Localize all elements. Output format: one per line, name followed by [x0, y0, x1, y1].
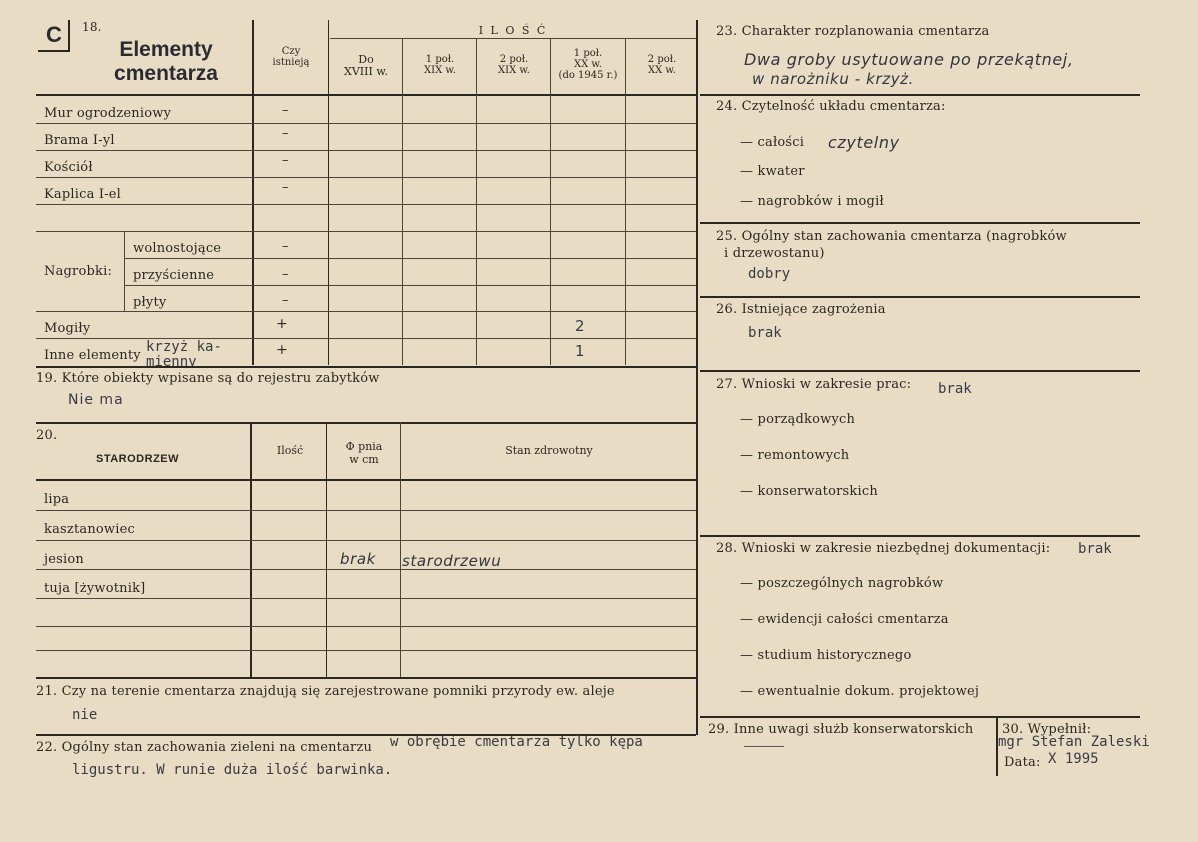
period-col-4-l2: XX w. [574, 59, 602, 70]
q23-answer-line2: w narożniku - krzyż. [752, 70, 915, 88]
col-exists-header: Czy istnieją [272, 46, 310, 68]
row-label-plyty: płyty [133, 295, 167, 310]
tree-tuja: tuja [żywotnik] [44, 581, 146, 596]
q28-item-2-text: ewidencji całości cmentarza [757, 612, 949, 627]
tree-lipa: lipa [44, 492, 70, 507]
row-label-kaplica: Kaplica I-el [44, 187, 122, 202]
row-label-kosciol: Kościół [44, 160, 93, 175]
exists-inne: + [276, 342, 288, 358]
q19-label: 19. Które obiekty wpisane są do rejestru zabytków [36, 371, 380, 386]
q28-item-1-text: poszczególnych nagrobków [757, 576, 944, 591]
q24-item-nagrobkow-text: nagrobków i mogił [757, 194, 884, 209]
period-col-3-l2: XIX w. [498, 65, 530, 76]
ilosc-header: I L O Ś Ć [478, 24, 548, 37]
q24-item-calosci: — całości [740, 135, 805, 150]
section-number: 18. [82, 20, 102, 34]
q26-label: 26. Istniejące zagrożenia [716, 302, 886, 317]
q20-col-diameter-unit: w cm [349, 453, 379, 466]
period-col-4 [550, 48, 626, 81]
q24-label: 24. Czytelność układu cmentarza: [716, 99, 946, 114]
exists-wolnostojace: – [282, 239, 289, 254]
q20-note-brak: brak [340, 550, 376, 568]
period-col-5 [626, 54, 698, 76]
q29-label: 29. Inne uwagi służb konserwatorskich [708, 722, 974, 737]
row-label-inne: Inne elementy [44, 348, 141, 363]
q25-label-line1: 25. Ogólny stan zachowania cmentarza (nagrobków [716, 229, 1067, 244]
q27-item-porzadkowych: — porządkowych [740, 412, 856, 427]
q29-handwritten-dash [744, 746, 784, 747]
period-col-5-l1: 2 poł. [647, 54, 677, 65]
period-col-1-l1: Do [358, 53, 374, 66]
q27-item-remontowych-text: remontowych [757, 448, 850, 463]
row-label-nagrobki: Nagrobki: [44, 264, 113, 279]
count-mogily-1pol-xx: 2 [575, 317, 585, 335]
exists-kosciol: – [282, 153, 289, 168]
q20-col-diameter [328, 440, 400, 466]
exists-przyscienne: – [282, 267, 289, 282]
tree-jesion: jesion [44, 552, 84, 567]
section-title-line2: cmentarza [114, 62, 218, 85]
q19-answer: Nie ma [68, 392, 124, 408]
q22-answer-line1: w obrębie cmentarza tylko kępa [390, 734, 643, 750]
q25-label-line2: i drzewostanu) [724, 246, 825, 261]
q27-item-konserwatorskich-text: konserwatorskich [757, 484, 878, 499]
q20-col-count: Ilość [276, 444, 304, 457]
q21-label: 21. Czy na terenie cmentarza znajdują się zarejestrowane pomniki przyrody ew. aleje [36, 684, 615, 699]
period-col-2 [404, 54, 476, 76]
section-18-table [0, 0, 700, 370]
exists-mur: – [282, 103, 289, 118]
q24-item-kwater-text: kwater [757, 164, 805, 179]
period-col-4-l3: (do 1945 r.) [558, 70, 618, 81]
exists-plyty: – [282, 293, 289, 308]
section-title [98, 38, 234, 86]
q21-answer: nie [72, 707, 98, 723]
q24-item-nagrobkow: — nagrobków i mogił [740, 194, 884, 209]
q23-answer-line1: Dwa groby usytuowane po przekątnej, [744, 50, 1074, 69]
q27-label: 27. Wnioski w zakresie prac: [716, 377, 912, 392]
q24-item-kwater: — kwater [740, 164, 805, 179]
section-title-line1: Elementy [119, 38, 213, 61]
q24-item-calosci-text: całości [757, 135, 805, 150]
q30-date: X 1995 [1048, 751, 1099, 767]
q30-name: mgr Stefan Zaleski [998, 734, 1150, 750]
q28-answer: brak [1078, 541, 1112, 557]
q27-item-remontowych: — remontowych [740, 448, 850, 463]
q20-number: 20. [36, 428, 58, 443]
inne-elementy-value: krzyż ka- mienny [146, 340, 222, 368]
period-col-2-l1: 1 poł. [425, 54, 455, 65]
q30-label: 30. Wypełnił: [1002, 722, 1092, 737]
row-label-wolnostojace: wolnostojące [133, 241, 222, 256]
q26-answer: brak [748, 325, 782, 341]
q22-answer-line2: ligustru. W runie duża ilość barwinka. [72, 762, 393, 778]
exists-brama: – [282, 126, 289, 141]
period-col-4-l1: 1 poł. [573, 48, 603, 59]
q28-item-4-text: ewentualnie dokum. projektowej [757, 684, 980, 699]
q24-answer-calosci: czytelny [828, 133, 900, 152]
q22-label: 22. Ogólny stan zachowania zieleni na cmentarzu [36, 740, 373, 755]
count-inne-1pol-xx: 1 [575, 342, 585, 360]
q27-item-porzadkowych-text: porządkowych [757, 412, 856, 427]
q23-label: 23. Charakter rozplanowania cmentarza [716, 24, 990, 39]
section-letter: C [46, 22, 62, 47]
q28-item-2: — ewidencji całości cmentarza [740, 612, 949, 627]
exists-kaplica: – [282, 180, 289, 195]
q20-title: STARODRZEW [96, 453, 180, 465]
q28-item-3-text: studium historycznego [757, 648, 912, 663]
q28-item-4: — ewentualnie dokum. projektowej [740, 684, 980, 699]
period-col-2-l2: XIX w. [424, 65, 456, 76]
q30-date-label: Data: [1004, 755, 1041, 770]
q25-answer: dobry [748, 266, 791, 282]
q27-item-konserwatorskich: — konserwatorskich [740, 484, 878, 499]
q20-col-diameter-symbol: Φ pnia [345, 440, 383, 453]
period-col-3-l1: 2 poł. [499, 54, 529, 65]
q28-item-3: — studium historycznego [740, 648, 912, 663]
period-col-3 [477, 54, 551, 76]
exists-mogily: + [276, 316, 288, 332]
period-col-1 [330, 54, 402, 78]
period-col-5-l2: XX w. [648, 65, 676, 76]
row-label-mur: Mur ogrodzeniowy [44, 106, 172, 121]
row-label-brama: Brama I-yl [44, 133, 115, 148]
q27-answer: brak [938, 381, 972, 397]
row-label-mogily: Mogiły [44, 321, 91, 336]
period-col-1-l2: XVIII w. [344, 65, 388, 78]
row-label-przyscienne: przyścienne [133, 268, 215, 283]
q20-col-health: Stan zdrowotny [505, 444, 593, 457]
tree-kasztanowiec: kasztanowiec [44, 522, 135, 537]
q20-note-starodrzewu: starodrzewu [402, 552, 502, 570]
q28-label: 28. Wnioski w zakresie niezbędnej dokumentacji: [716, 541, 1051, 556]
q28-item-1: — poszczególnych nagrobków [740, 576, 944, 591]
